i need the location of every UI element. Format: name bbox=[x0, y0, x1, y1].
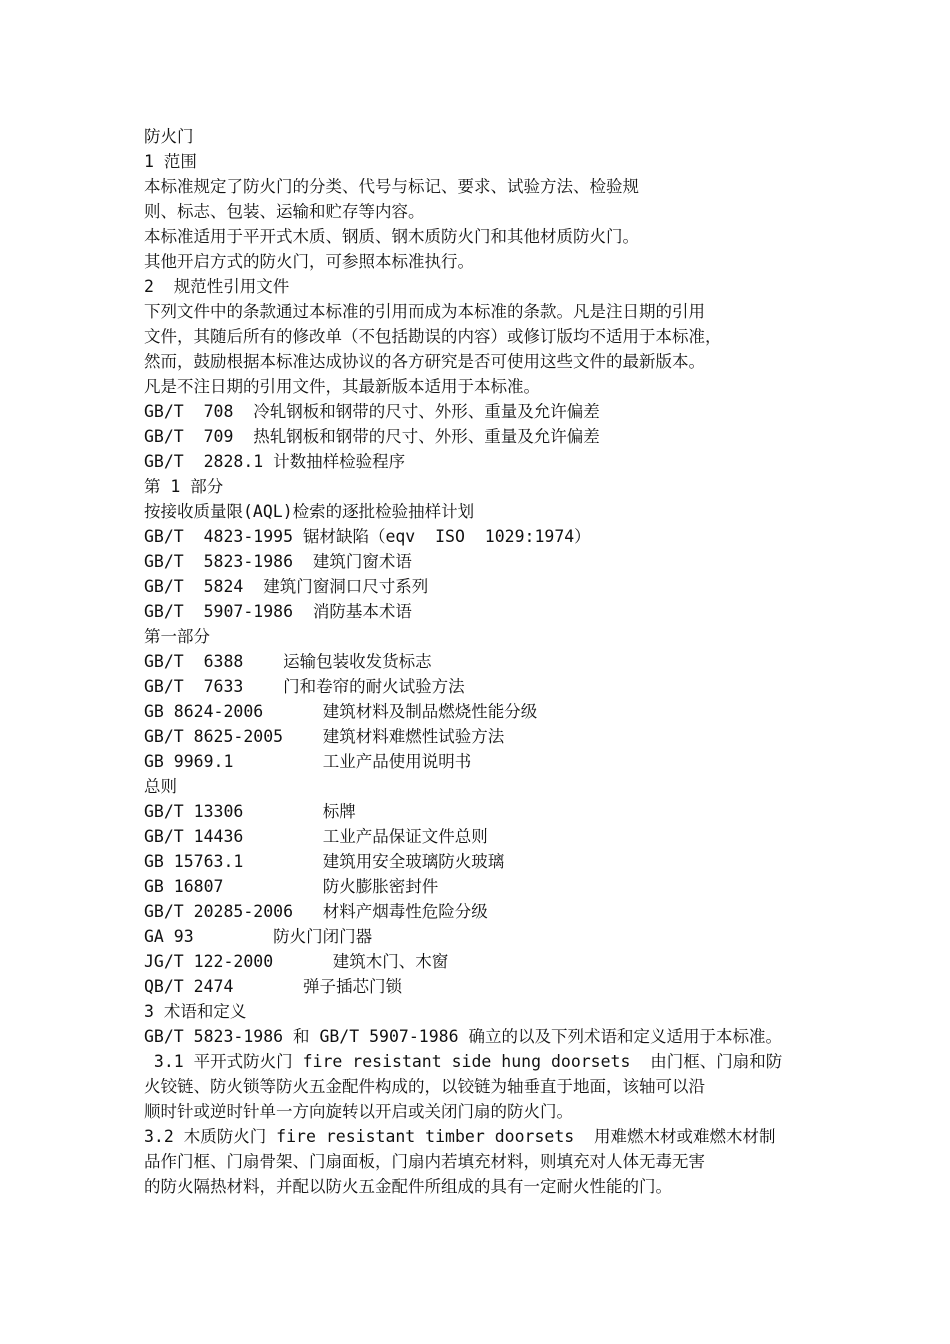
reference-line: GB/T 14436 工业产品保证文件总则 bbox=[144, 827, 488, 846]
section-heading-references: 2 规范性引用文件 bbox=[144, 277, 290, 296]
text-line: 品作门框、门扇骨架、门扇面板，门扇内若填充材料，则填充对人体无毒无害 bbox=[144, 1152, 705, 1171]
section-heading-terms: 3 术语和定义 bbox=[144, 1002, 247, 1021]
reference-line: GA 93 防火门闭门器 bbox=[144, 927, 373, 946]
reference-line: 第一部分 bbox=[144, 627, 210, 646]
text-line: 顺时针或逆时针单一方向旋转以开启或关闭门扇的防火门。 bbox=[144, 1102, 573, 1121]
reference-line: GB/T 8625-2005 建筑材料难燃性试验方法 bbox=[144, 727, 505, 746]
reference-line: GB 16807 防火膨胀密封件 bbox=[144, 877, 439, 896]
text-line: 文件，其随后所有的修改单（不包括勘误的内容）或修订版均不适用于本标准， bbox=[144, 327, 722, 346]
text-line: 本标准规定了防火门的分类、代号与标记、要求、试验方法、检验规 bbox=[144, 177, 639, 196]
text-line: 则、标志、包装、运输和贮存等内容。 bbox=[144, 202, 425, 221]
reference-line: GB/T 13306 标牌 bbox=[144, 802, 356, 821]
reference-line: GB/T 709 热轧钢板和钢带的尺寸、外形、重量及允许偏差 bbox=[144, 427, 600, 446]
text-line: 其他开启方式的防火门，可参照本标准执行。 bbox=[144, 252, 474, 271]
document-body bbox=[144, 124, 824, 1199]
reference-line: GB 8624-2006 建筑材料及制品燃烧性能分级 bbox=[144, 702, 538, 721]
reference-line: GB 9969.1 工业产品使用说明书 bbox=[144, 752, 472, 771]
reference-line: GB/T 7633 门和卷帘的耐火试验方法 bbox=[144, 677, 465, 696]
reference-line: GB/T 5823-1986 建筑门窗术语 bbox=[144, 552, 412, 571]
text-line: 凡是不注日期的引用文件，其最新版本适用于本标准。 bbox=[144, 377, 540, 396]
reference-line: GB/T 5907-1986 消防基本术语 bbox=[144, 602, 412, 621]
text-line: 然而，鼓励根据本标准达成协议的各方研究是否可使用这些文件的最新版本。 bbox=[144, 352, 705, 371]
text-line: 的防火隔热材料，并配以防火五金配件所组成的具有一定耐火性能的门。 bbox=[144, 1177, 672, 1196]
reference-line: GB 15763.1 建筑用安全玻璃防火玻璃 bbox=[144, 852, 505, 871]
doc-title: 防火门 bbox=[144, 127, 194, 146]
reference-line: GB/T 6388 运输包装收发货标志 bbox=[144, 652, 432, 671]
reference-line: GB/T 2828.1 计数抽样检验程序 bbox=[144, 452, 406, 471]
reference-line: GB/T 5824 建筑门窗洞口尺寸系列 bbox=[144, 577, 429, 596]
reference-line: GB/T 708 冷轧钢板和钢带的尺寸、外形、重量及允许偏差 bbox=[144, 402, 600, 421]
reference-line: GB/T 20285-2006 材料产烟毒性危险分级 bbox=[144, 902, 488, 921]
text-line: GB/T 5823-1986 和 GB/T 5907-1986 确立的以及下列术语和定义适用于本标准。 bbox=[144, 1027, 782, 1046]
section-heading-scope: 1 范围 bbox=[144, 152, 197, 171]
reference-line: 按接收质量限(AQL)检索的逐批检验抽样计划 bbox=[144, 502, 475, 521]
reference-line: GB/T 4823-1995 锯材缺陷（eqv ISO 1029:1974） bbox=[144, 527, 591, 546]
text-line: 3.1 平开式防火门 fire resistant side hung doorsets 由门框、门扇和防 bbox=[144, 1052, 783, 1071]
reference-line: QB/T 2474 弹子插芯门锁 bbox=[144, 977, 402, 996]
reference-line: 总则 bbox=[144, 777, 177, 796]
text-line: 火铰链、防火锁等防火五金配件构成的，以铰链为轴垂直于地面，该轴可以沿 bbox=[144, 1077, 705, 1096]
text-line: 本标准适用于平开式木质、钢质、钢木质防火门和其他材质防火门。 bbox=[144, 227, 639, 246]
reference-line: JG/T 122-2000 建筑木门、木窗 bbox=[144, 952, 449, 971]
text-line: 下列文件中的条款通过本标准的引用而成为本标准的条款。凡是注日期的引用 bbox=[144, 302, 705, 321]
text-line: 3.2 木质防火门 fire resistant timber doorsets 用难燃木材或难燃木材制 bbox=[144, 1127, 776, 1146]
reference-line: 第 1 部分 bbox=[144, 477, 224, 496]
